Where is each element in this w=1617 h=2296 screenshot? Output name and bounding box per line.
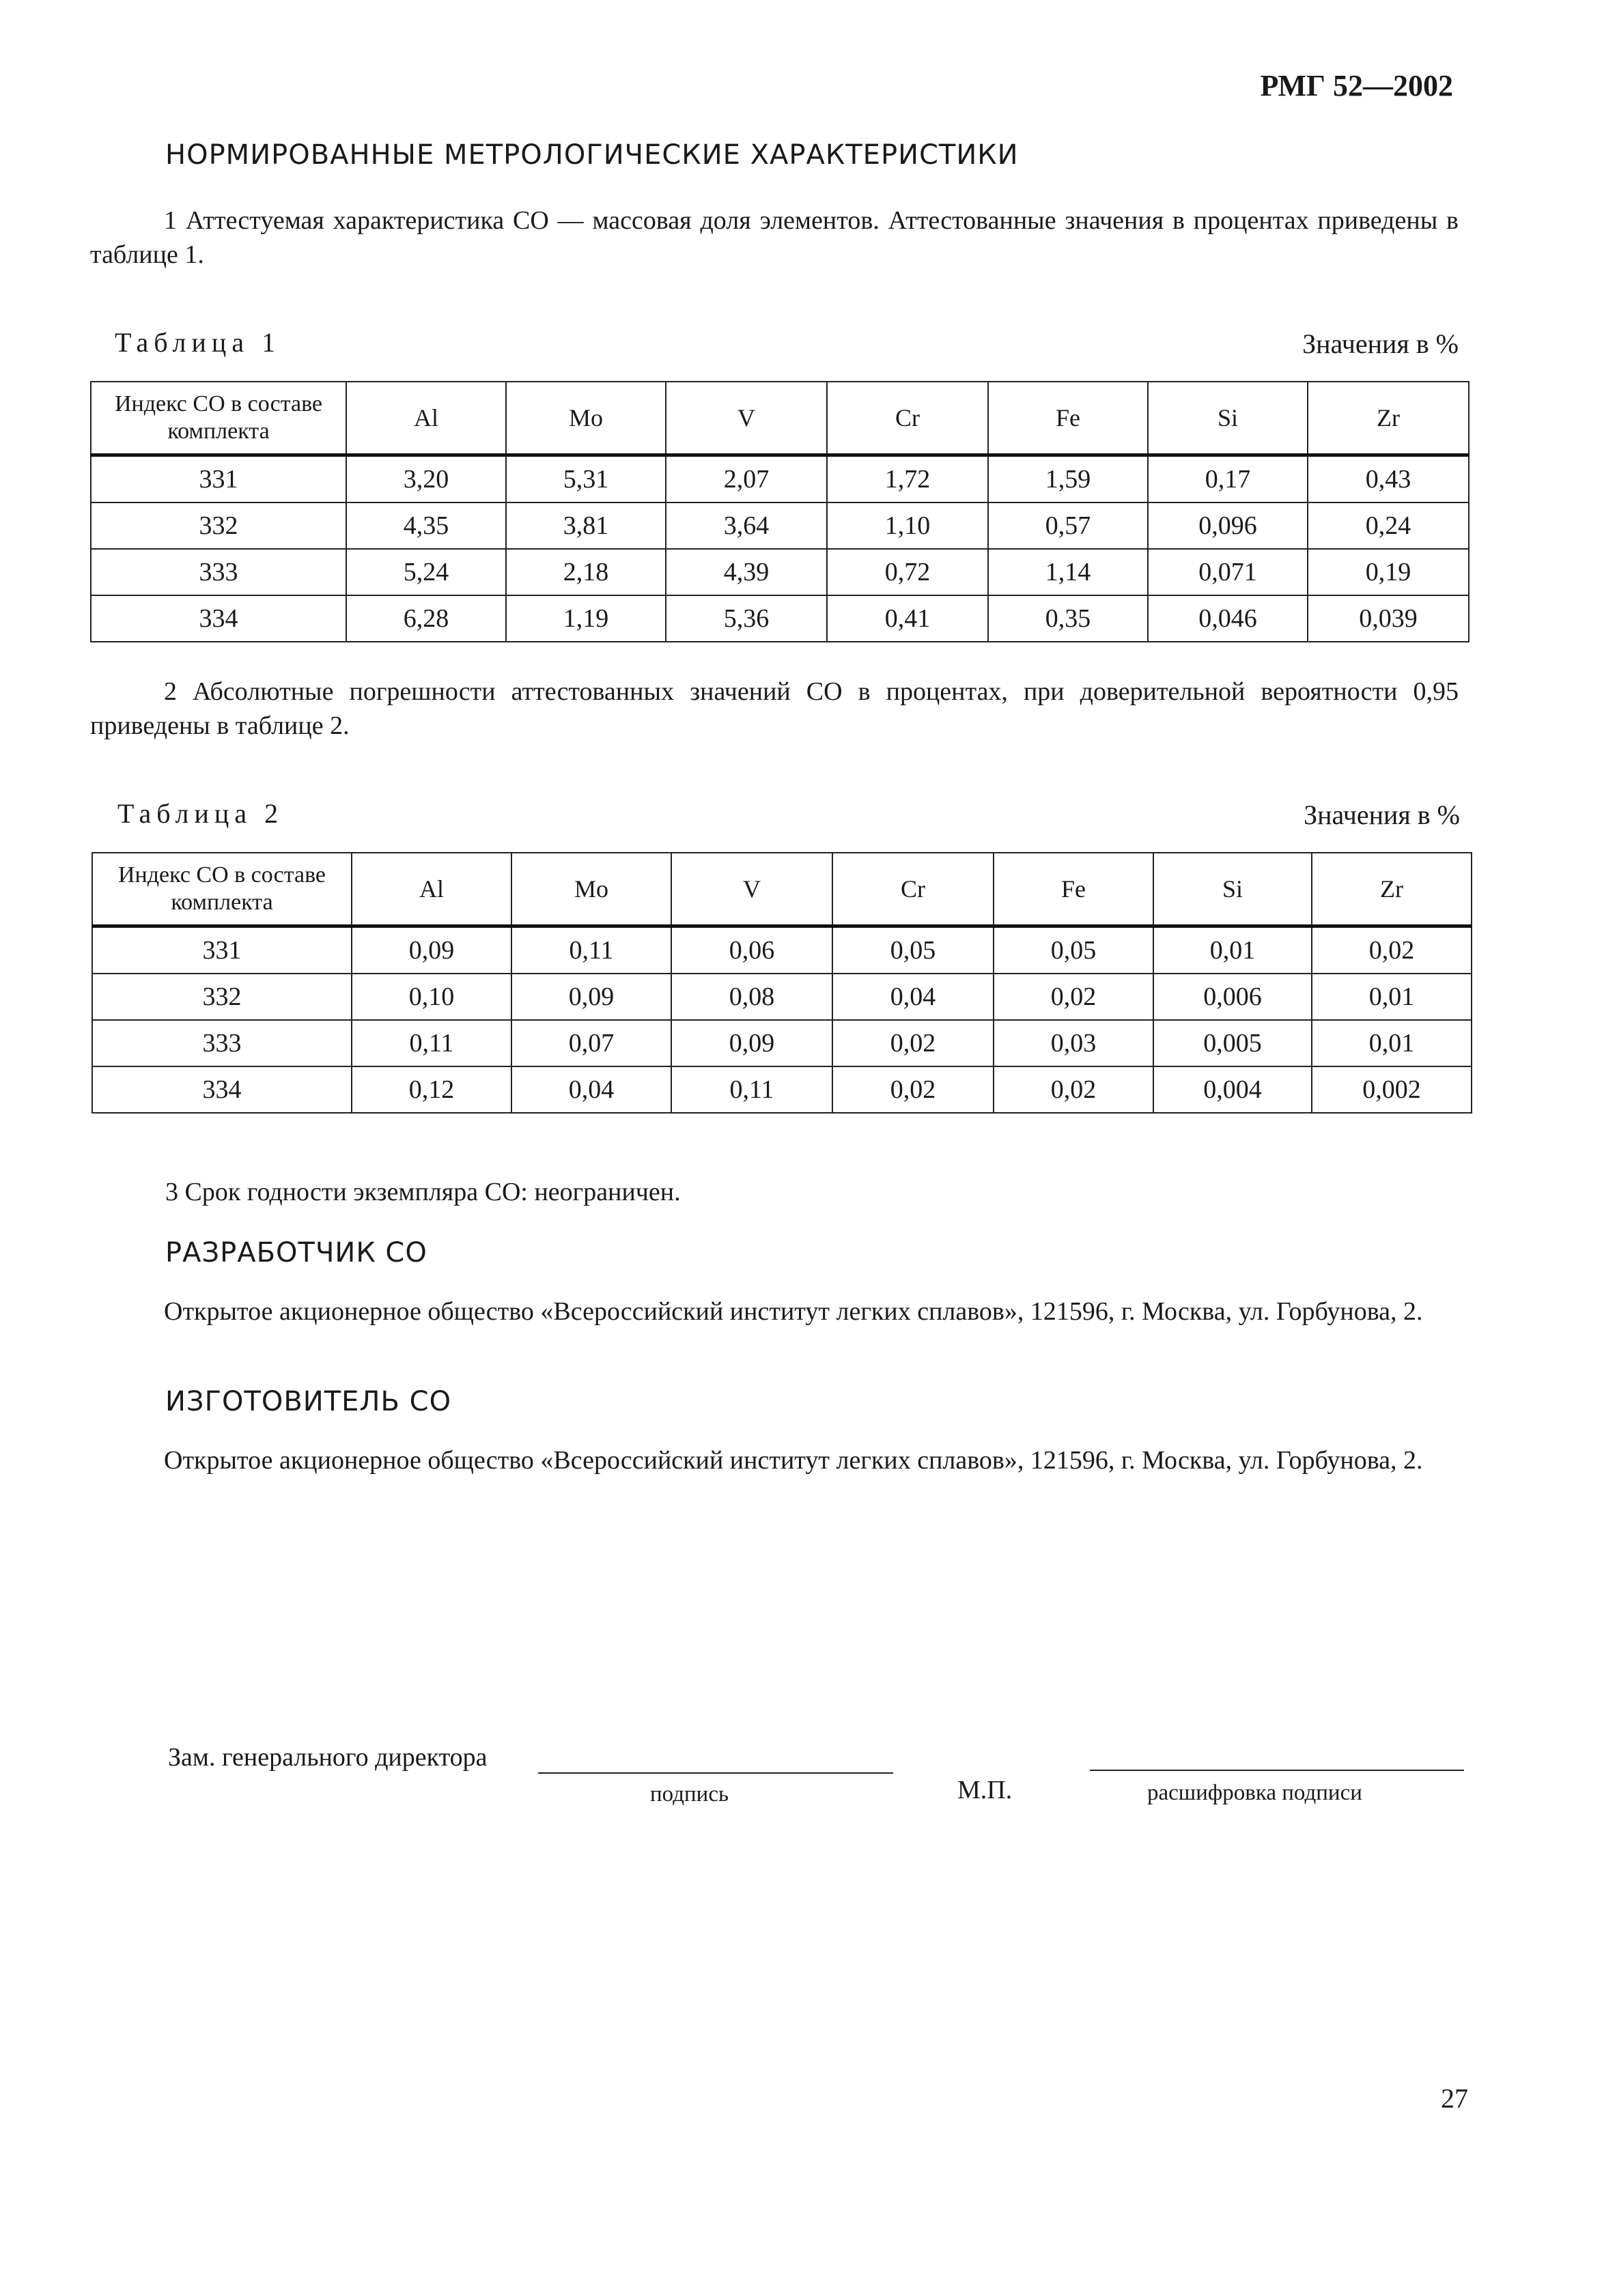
value-cell: 6,28 [346, 595, 506, 642]
value-cell: 2,18 [506, 549, 666, 595]
column-header-al: Al [352, 853, 511, 926]
value-cell: 5,36 [666, 595, 827, 642]
row-index-cell: 332 [91, 502, 346, 549]
column-header-cr: Cr [832, 853, 994, 926]
value-cell: 0,02 [994, 974, 1153, 1020]
value-cell: 0,01 [1312, 974, 1472, 1020]
value-cell: 5,31 [506, 455, 666, 503]
value-cell: 0,04 [511, 1066, 671, 1113]
page-number: 27 [1441, 2083, 1468, 2114]
value-cell: 0,004 [1153, 1066, 1312, 1113]
value-cell: 4,39 [666, 549, 827, 595]
column-header-zr: Zr [1312, 853, 1472, 926]
value-cell: 0,72 [827, 549, 988, 595]
paragraph-3: 3 Срок годности экземпляра СО: неограничен. [165, 1178, 681, 1206]
paragraph-2: 2 Абсолютные погрешности аттестованных значений СО в процентах, при доверительной вероятности 0,95 приведены в таблице 2. [90, 677, 1459, 740]
column-header-v: V [671, 853, 832, 926]
value-cell: 0,03 [994, 1020, 1153, 1066]
value-cell: 0,05 [832, 926, 994, 974]
row-index-cell: 334 [91, 595, 346, 642]
column-header-mo: Mo [511, 853, 671, 926]
value-cell: 0,039 [1308, 595, 1469, 642]
decode-line [1090, 1770, 1464, 1771]
value-cell: 0,06 [671, 926, 832, 974]
value-cell: 0,09 [352, 926, 511, 974]
table1-body [91, 455, 1469, 642]
table-row [91, 455, 1469, 503]
column-header-index: Индекс СО в составе комплекта [91, 382, 346, 455]
value-cell: 4,35 [346, 502, 506, 549]
table-row [92, 1066, 1472, 1113]
value-cell: 0,10 [352, 974, 511, 1020]
value-cell: 0,08 [671, 974, 832, 1020]
signature-role: Зам. генерального директора [168, 1743, 488, 1772]
document-code: РМГ 52—2002 [1260, 69, 1453, 102]
value-cell: 0,02 [994, 1066, 1153, 1113]
value-cell: 0,07 [511, 1020, 671, 1066]
value-cell: 0,05 [994, 926, 1153, 974]
column-header-fe: Fe [988, 382, 1148, 455]
value-cell: 0,01 [1153, 926, 1312, 974]
signature-line [538, 1772, 893, 1774]
column-header-cr: Cr [827, 382, 988, 455]
column-header-si: Si [1153, 853, 1312, 926]
developer-title: РАЗРАБОТЧИК СО [165, 1237, 427, 1269]
value-cell: 0,43 [1308, 455, 1469, 503]
value-cell: 1,14 [988, 549, 1148, 595]
table-2 [92, 852, 1472, 1114]
column-header-v: V [666, 382, 827, 455]
value-cell: 0,02 [1312, 926, 1472, 974]
value-cell: 1,19 [506, 595, 666, 642]
row-index-cell: 331 [91, 455, 346, 503]
value-cell: 3,20 [346, 455, 506, 503]
row-index-cell: 331 [92, 926, 352, 974]
value-cell: 1,10 [827, 502, 988, 549]
value-cell: 0,01 [1312, 1020, 1472, 1066]
table-row [92, 974, 1472, 1020]
row-index-cell: 334 [92, 1066, 352, 1113]
value-cell: 3,81 [506, 502, 666, 549]
column-header-si: Si [1148, 382, 1308, 455]
signature-caption: подпись [650, 1782, 729, 1806]
column-header-mo: Mo [506, 382, 666, 455]
row-index-cell: 332 [92, 974, 352, 1020]
value-cell: 0,046 [1148, 595, 1308, 642]
table-1 [90, 381, 1470, 642]
table-row [91, 502, 1469, 549]
value-cell: 0,071 [1148, 549, 1308, 595]
table1-header [91, 382, 1469, 455]
value-cell: 1,72 [827, 455, 988, 503]
value-cell: 0,04 [832, 974, 994, 1020]
decode-caption: расшифровка подписи [1147, 1781, 1362, 1805]
table2-caption: Таблица 2 [117, 798, 284, 829]
table-row [92, 926, 1472, 974]
table2-body [92, 926, 1472, 1114]
value-cell: 1,59 [988, 455, 1148, 503]
value-cell: 0,096 [1148, 502, 1308, 549]
table-row [92, 1020, 1472, 1066]
section-title: НОРМИРОВАННЫЕ МЕТРОЛОГИЧЕСКИЕ ХАРАКТЕРИСТИКИ [165, 139, 1019, 171]
value-cell: 0,41 [827, 595, 988, 642]
column-header-fe: Fe [994, 853, 1153, 926]
value-cell: 0,24 [1308, 502, 1469, 549]
value-cell: 0,19 [1308, 549, 1469, 595]
table1-units: Значения в % [1302, 328, 1459, 359]
column-header-index: Индекс СО в составе комплекта [92, 853, 352, 926]
manufacturer-title: ИЗГОТОВИТЕЛЬ СО [165, 1386, 452, 1417]
value-cell: 0,09 [671, 1020, 832, 1066]
column-header-al: Al [346, 382, 506, 455]
value-cell: 2,07 [666, 455, 827, 503]
table2-units: Значения в % [1304, 799, 1460, 830]
paragraph-1: 1 Аттестуемая характеристика СО — массовая доля элементов. Аттестованные значения в процентах приведены в таблице 1. [90, 206, 1459, 269]
value-cell: 0,11 [352, 1020, 511, 1066]
column-header-zr: Zr [1308, 382, 1469, 455]
value-cell: 0,57 [988, 502, 1148, 549]
value-cell: 5,24 [346, 549, 506, 595]
value-cell: 0,005 [1153, 1020, 1312, 1066]
table-row [91, 595, 1469, 642]
value-cell: 0,002 [1312, 1066, 1472, 1113]
row-index-cell: 333 [91, 549, 346, 595]
value-cell: 0,02 [832, 1020, 994, 1066]
row-index-cell: 333 [92, 1020, 352, 1066]
developer-text: Открытое акционерное общество «Всероссийский институт легких сплавов», 121596, г. Москва, ул. Горбунова, 2. [164, 1297, 1423, 1326]
stamp-label: М.П. [957, 1776, 1013, 1804]
table1-caption: Таблица 1 [115, 327, 281, 358]
value-cell: 0,09 [511, 974, 671, 1020]
value-cell: 0,17 [1148, 455, 1308, 503]
value-cell: 0,02 [832, 1066, 994, 1113]
table2-header [92, 853, 1472, 926]
value-cell: 0,35 [988, 595, 1148, 642]
manufacturer-text: Открытое акционерное общество «Всероссийский институт легких сплавов», 121596, г. Москва, ул. Горбунова, 2. [164, 1446, 1423, 1475]
table-row [91, 549, 1469, 595]
value-cell: 0,006 [1153, 974, 1312, 1020]
value-cell: 0,12 [352, 1066, 511, 1113]
value-cell: 0,11 [671, 1066, 832, 1113]
value-cell: 3,64 [666, 502, 827, 549]
value-cell: 0,11 [511, 926, 671, 974]
